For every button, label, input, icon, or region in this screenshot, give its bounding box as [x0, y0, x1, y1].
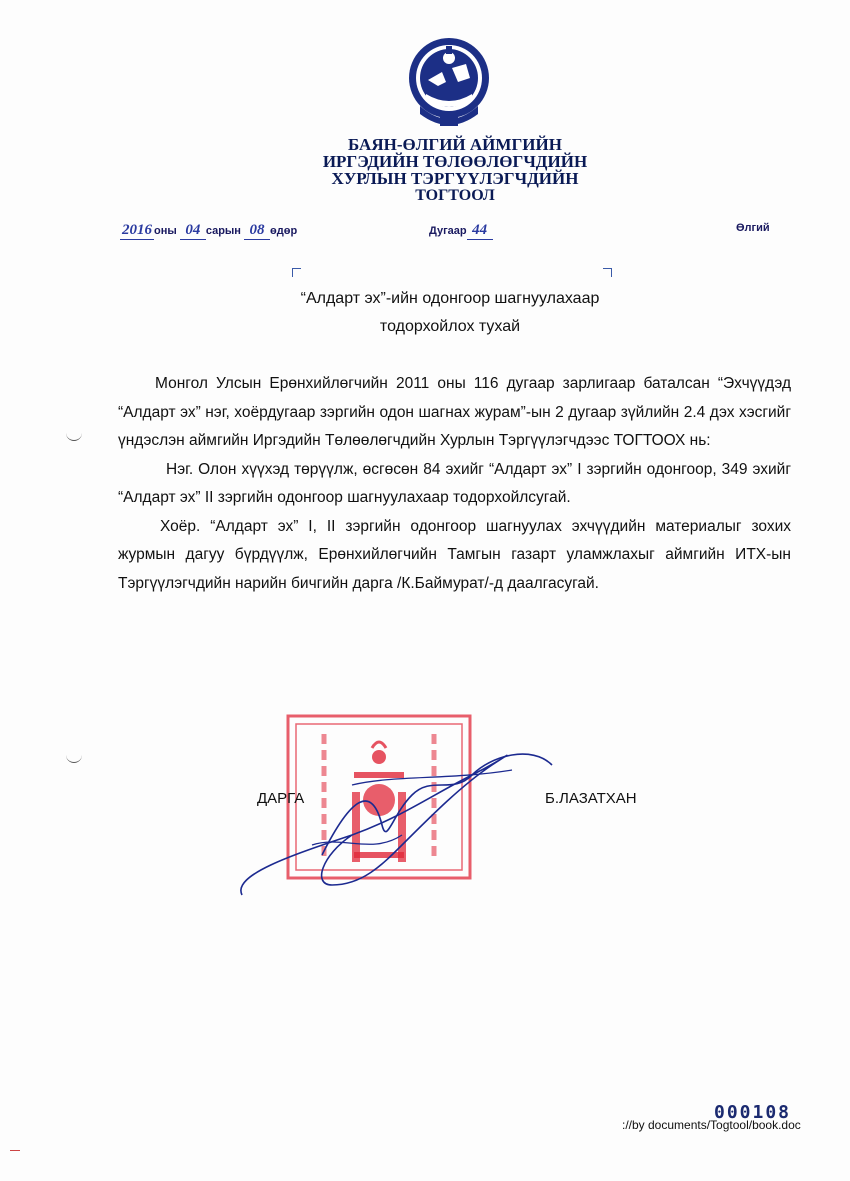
subject-line-2: тодорхойлох тухай	[379, 318, 521, 335]
body-paragraph-3: Хоёр. “Алдарт эх” I, II зэргийн одонгоор шагнуулах эхчүүдийн материалыг зохих журмын дагуу бүрдүүлж, Ерөнхийлөгчийн Тамгын газарт уламжлахыг аймгийн ИТХ-ын Тэргүүлэгчдийн нарийн бичгийн дарга /К.Баймурат/-д даалгасугай.	[118, 517, 791, 592]
subject-line-1: “Алдарт эх”-ийн одонгоор шагнуулахаар	[300, 290, 600, 307]
date-year: 2016	[122, 222, 152, 238]
number-value: 44	[467, 222, 493, 240]
header-line-2: ИРГЭДИЙН ТӨЛӨӨЛӨГЧДИЙН	[322, 152, 588, 171]
document-number	[429, 222, 493, 240]
place: Өлгий	[736, 222, 770, 234]
state-emblem-icon	[406, 36, 492, 132]
header-line-1: БАЯН-ӨЛГИЙ АЙМГИЙН	[348, 135, 562, 154]
signatory-title: ДАРГА	[257, 790, 305, 807]
scan-mark	[10, 1150, 20, 1151]
date-line	[120, 222, 297, 240]
document-header	[260, 136, 650, 204]
header-line-4: ТОГТООЛ	[415, 187, 495, 204]
date-year-label: оны	[154, 225, 177, 237]
body-paragraph-2: Нэг. Олон хүүхэд төрүүлж, өсгөсөн 84 эхийг “Алдарт эх” I зэргийн одонгоор, 349 эхийг “Алдарт эх” II зэргийн одонгоор шагнуулахаар тодорхойлсугай.	[118, 460, 791, 506]
header-line-3: ХУРЛЫН ТЭРГҮҮЛЭГЧДИЙН	[331, 169, 579, 188]
hole-punch-mark	[66, 752, 82, 763]
date-month-label: сарын	[205, 225, 241, 237]
document-body	[118, 370, 791, 598]
body-paragraph-1: Монгол Улсын Ерөнхийлөгчийн 2011 оны 116 дугаар зарлигаар баталсан “Эхчүүдэд “Алдарт эх” нэг, хоёрдугаар зэргийн одон шагнах журам”-ын 2 дугаар зүйлийн 2.4 дэх хэсгийг үндэслэн аймгийн Иргэдийн Төлөөлөгчдийн Хурлын Тэргүүлэгчдээс ТОГТООХ нь:	[118, 375, 791, 449]
hole-punch-mark	[66, 430, 82, 441]
serial-number: 000108	[714, 1102, 792, 1123]
date-month: 04	[180, 222, 206, 240]
signatory-name: Б.ЛАЗАТХАН	[545, 790, 637, 807]
document-subject	[240, 285, 660, 341]
number-label: Дугаар	[429, 225, 467, 237]
footer-path: ://by documents/Togtool/book.doc	[622, 1118, 801, 1132]
corner-mark-right	[603, 268, 612, 277]
corner-mark-left	[292, 268, 301, 277]
date-day-label: өдөр	[270, 225, 298, 237]
handwritten-signature-icon	[232, 735, 562, 910]
date-day: 08	[244, 222, 270, 240]
